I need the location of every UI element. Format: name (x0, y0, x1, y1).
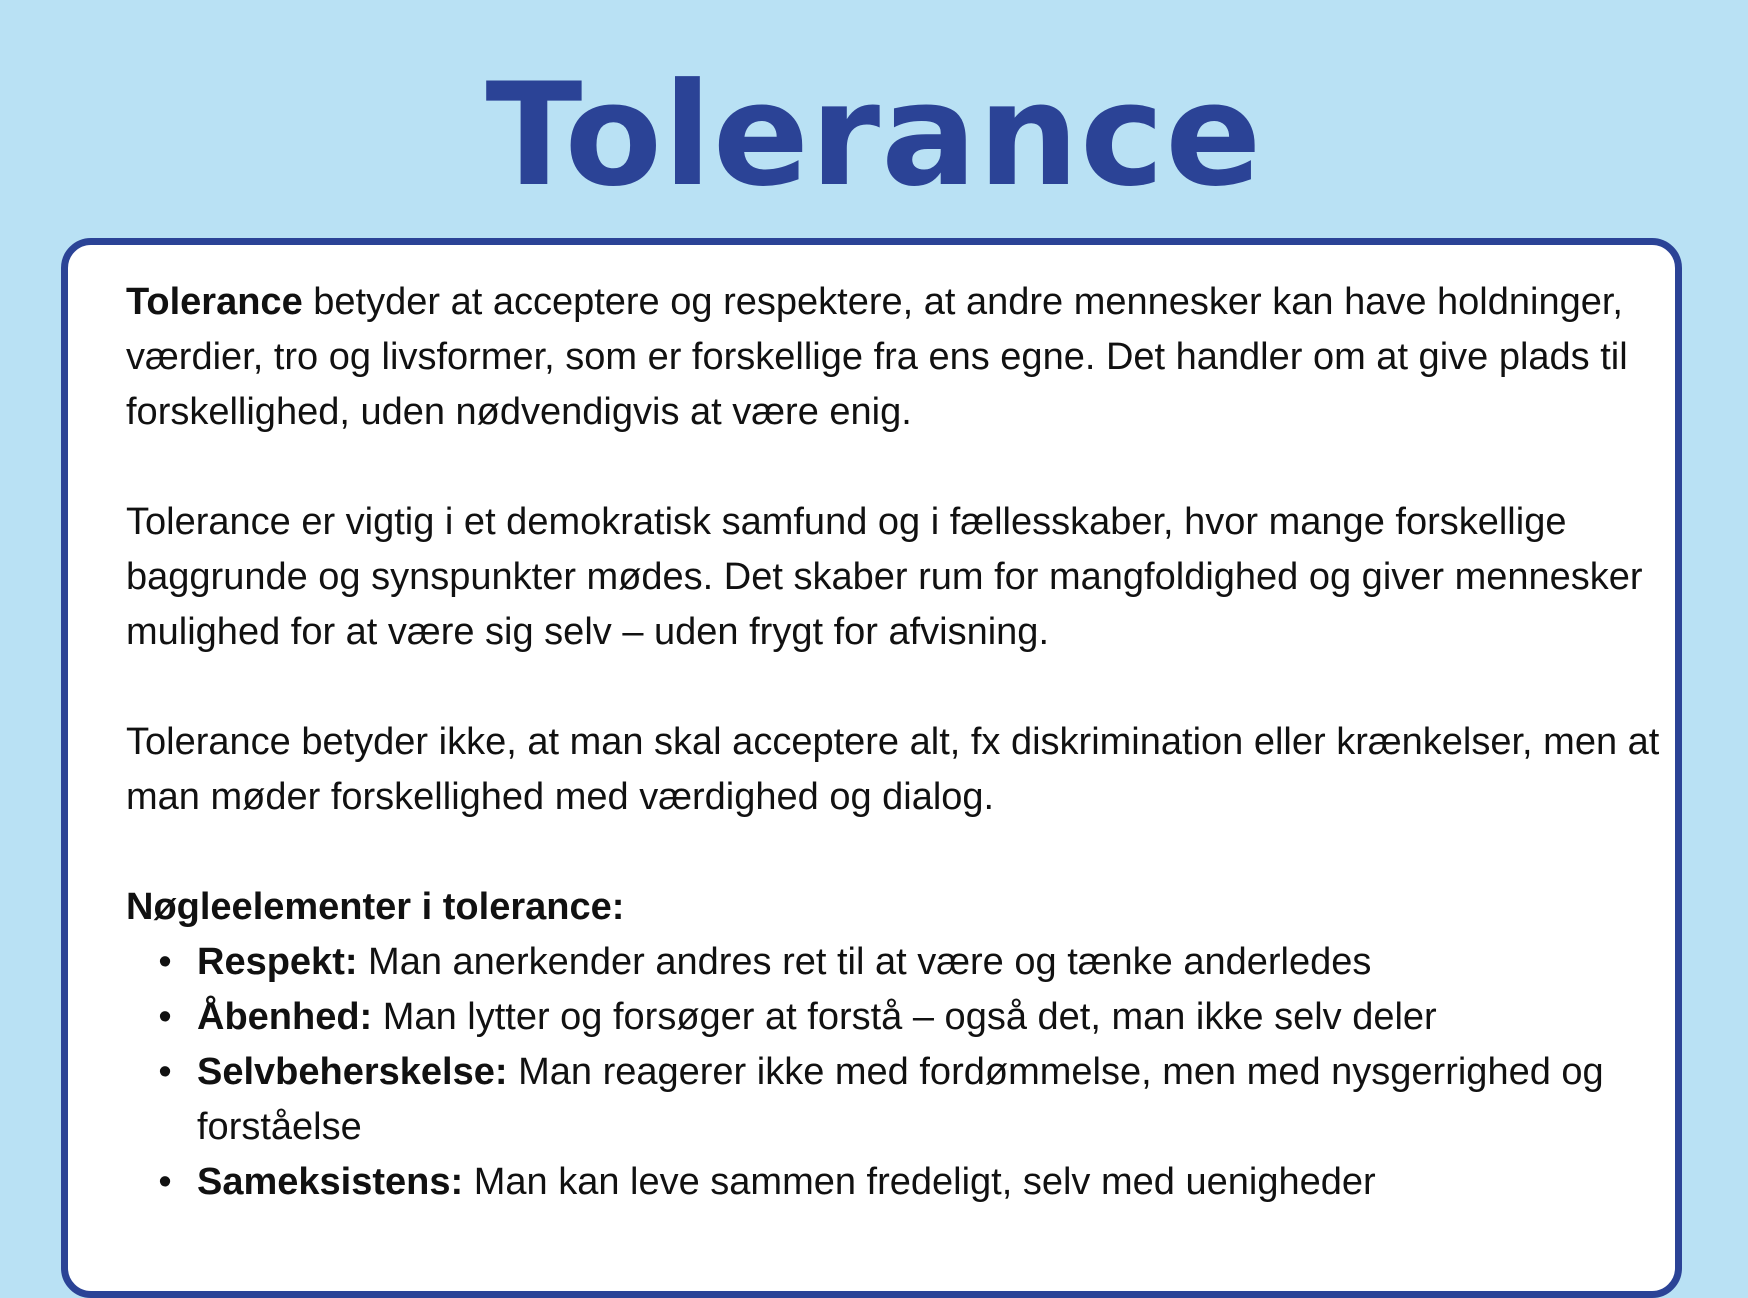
key-elements-heading: Nøgleelementer i tolerance: (126, 886, 625, 928)
paragraph-importance (126, 495, 1666, 660)
card-content (126, 275, 1666, 1210)
paragraph-text: betyder at acceptere og respektere, at andre mennesker kan have holdninger, værdier, tro og livsformer, som er forskellige fra ens egne. Det handler om at give plads til forskellighed, uden nødvendigvis at være enig. (126, 281, 1628, 433)
list-item-term: Selvbeherskelse: (197, 1051, 508, 1093)
list-item-text: Man kan leve sammen fredeligt, selv med uenigheder (463, 1161, 1376, 1203)
list-item (126, 990, 1667, 1045)
definition-card (61, 238, 1682, 1298)
paragraph-definition (126, 275, 1666, 440)
list-item-text: Man lytter og forsøger at forstå – også det, man ikke selv deler (372, 996, 1437, 1038)
page-title: Tolerance (485, 53, 1263, 218)
list-item (126, 935, 1667, 990)
list-item (126, 1045, 1667, 1155)
paragraph-limits (126, 715, 1666, 825)
list-item-term: Respekt: (197, 941, 358, 983)
paragraph-text: Tolerance betyder ikke, at man skal acceptere alt, fx diskrimination eller krænkelser, men at man møder forskellighed med værdighed og dialog. (126, 721, 1660, 818)
bullet-icon: • (158, 1051, 172, 1093)
list-item (126, 1155, 1667, 1210)
list-item-text: Man reagerer ikke med fordømmelse, men med nysgerrighed og forståelse (197, 1051, 1604, 1148)
key-elements-list (126, 935, 1666, 1210)
bullet-icon: • (158, 996, 172, 1038)
bullet-icon: • (158, 1161, 172, 1203)
list-item-text: Man anerkender andres ret til at være og tænke anderledes (357, 941, 1372, 983)
paragraph-text: Tolerance er vigtig i et demokratisk samfund og i fællesskaber, hvor mange forskellige baggrunde og synspunkter mødes. Det skaber rum for mangfoldighed og giver mennesker mulighed for at være sig selv – uden frygt for afvisning. (126, 501, 1643, 653)
bullet-icon: • (158, 941, 172, 983)
paragraph-lead: Tolerance (126, 281, 303, 323)
list-item-term: Åbenhed: (197, 996, 373, 1038)
list-item-term: Sameksistens: (197, 1161, 464, 1203)
